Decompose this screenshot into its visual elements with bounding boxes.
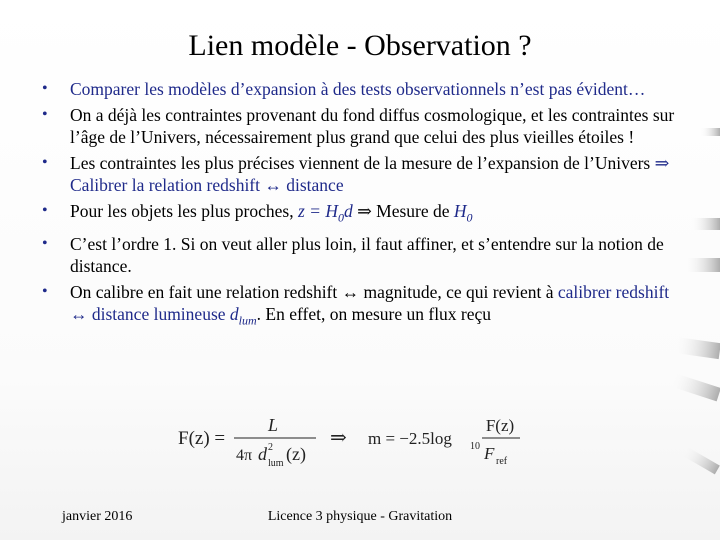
- bullet-text: calibrer redshift ↔ distance lumineuse: [70, 281, 670, 324]
- slide-title: Lien modèle - Observation ?: [188, 29, 532, 62]
- bullet-dot-icon: •: [42, 80, 48, 97]
- formula-denominator-d: d: [258, 444, 267, 464]
- bullet-text: Pour les objets les plus proches,: [70, 201, 298, 221]
- formula-rhs-denominator: F: [484, 444, 495, 463]
- bullet-text: ⇒ Mesure de: [352, 201, 454, 221]
- bullet-dot-icon: •: [42, 234, 48, 252]
- bullet-text: ⇒ Calibrer la relation redshift ↔ distance: [70, 153, 670, 195]
- bullet-text: C’est l’ordre 1. Si on veut aller plus loin, il faut affiner, et s’entendre sur la notion de distance.: [70, 233, 664, 276]
- bullet-text: Les contraintes les plus précises viennent de la mesure de l’expansion de l’Univers: [70, 153, 655, 173]
- formula-lhs: F(z) =: [178, 428, 226, 449]
- bullet-text: d: [343, 201, 353, 221]
- bullet-text: d: [229, 303, 239, 324]
- formula-rhs-log-base: 10: [470, 441, 480, 452]
- bullet-text: . En effet, on mesure un flux reçu: [256, 303, 492, 324]
- formula-numerator: L: [267, 415, 279, 435]
- bullet-text: H: [453, 201, 467, 221]
- bullet-item: [36, 152, 676, 196]
- bullet-dot-icon: •: [42, 282, 48, 300]
- bullet-item: [36, 104, 676, 148]
- bullet-list: [36, 78, 676, 335]
- bullet-text: On calibre en fait une relation redshift ↔ magnitude, ce qui revient à: [70, 281, 558, 302]
- bullet-dot-icon: •: [42, 154, 48, 171]
- bullet-item: [36, 78, 676, 100]
- bullet-text: 0: [337, 210, 344, 225]
- bullet-dot-icon: •: [42, 106, 48, 123]
- bullet-text: z = H: [297, 201, 338, 221]
- footer-course: Licence 3 physique - Gravitation: [267, 509, 453, 524]
- formula-rhs-prefix: m = −2.5log: [368, 429, 452, 448]
- bullet-text: lum: [238, 313, 257, 327]
- flux-magnitude-formula: [178, 414, 538, 470]
- bullet-dot-icon: •: [42, 202, 48, 219]
- bullet-text: On a déjà les contraintes provenant du fond diffus cosmologique, et les contraintes sur l’âge de l’Univers, nécessairement plus grand que celui des plus vieilles étoiles !: [70, 105, 675, 147]
- formula-denominator-coef: 4π: [236, 447, 253, 464]
- bullet-item: [36, 233, 676, 277]
- formula-rhs-numerator: F(z): [485, 416, 515, 435]
- bullet-text: Comparer les modèles d’expansion à des tests observationnels n’est pas évident…: [70, 79, 646, 99]
- formula-denominator-sub: lum: [268, 458, 284, 469]
- bullet-item: [36, 200, 676, 229]
- formula-denominator-sup: 2: [268, 442, 273, 453]
- bullet-item: [36, 281, 676, 332]
- footer-date: janvier 2016: [62, 509, 133, 524]
- formula-implies-icon: ⇒: [330, 427, 347, 449]
- formula-denominator-arg: (z): [286, 444, 306, 464]
- formula-rhs-denominator-sub: ref: [496, 456, 508, 467]
- bullet-text: 0: [466, 210, 473, 225]
